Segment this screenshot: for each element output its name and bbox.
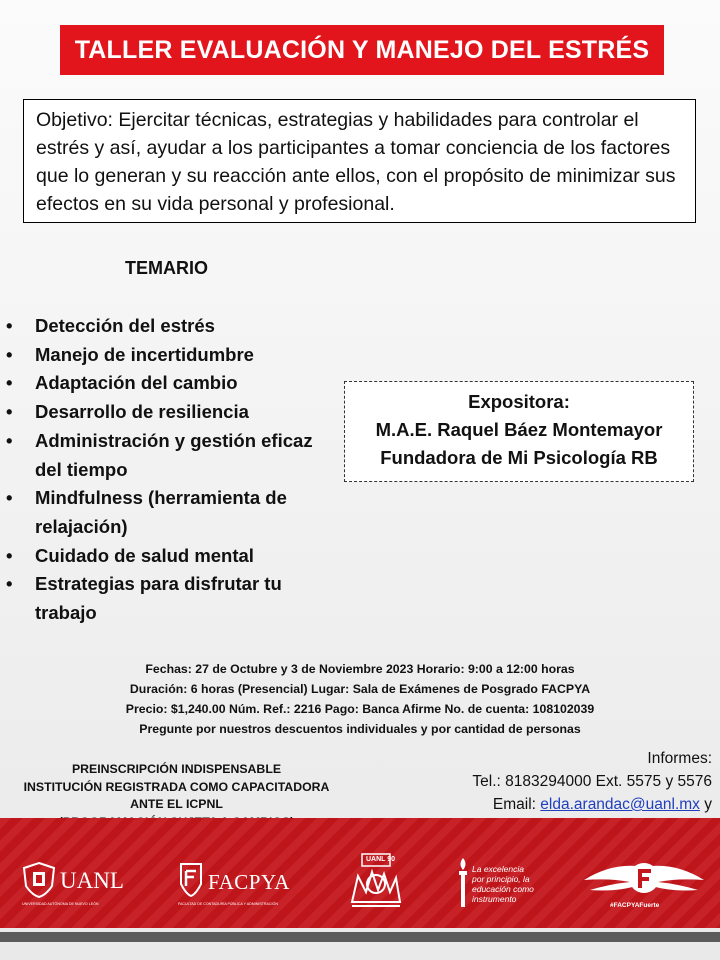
uanl-wordmark: UANL — [60, 868, 124, 893]
bullet-icon: • — [6, 487, 13, 509]
bottom-bar — [0, 932, 720, 942]
facpya-fuerte-hashtag: #FACPYAFuerte — [610, 902, 660, 909]
bullet-icon: • — [6, 573, 13, 595]
details-duration: Duración: 6 horas (Presencial) Lugar: Sala de Exámenes de Posgrado FACPYA — [129, 682, 591, 696]
uanl-shield-icon — [22, 862, 56, 898]
uanl-90-text: UANL 90 — [366, 856, 396, 863]
uanl-subtitle: UNIVERSIDAD AUTÓNOMA DE NUEVO LEÓN — [22, 902, 99, 906]
facpya-logo — [178, 862, 308, 912]
winged-f-icon — [580, 858, 708, 898]
list-item — [6, 570, 316, 627]
details-price: Precio: $1,240.00 Núm. Ref.: 2216 Pago: Banca Afirme No. de cuenta: 108102039 — [125, 702, 595, 716]
bullet-icon: • — [6, 343, 13, 365]
speaker-label: Expositora: — [468, 391, 570, 412]
list-item — [6, 312, 316, 341]
prereg-line: ANTE EL ICPNL — [130, 797, 223, 811]
temario-heading: TEMARIO — [125, 258, 208, 278]
email-connector: y — [699, 796, 712, 813]
speaker-box — [344, 381, 694, 482]
contact-label: Informes: — [647, 750, 712, 767]
excellence-slogan-logo — [456, 856, 556, 916]
uanl-logo — [22, 862, 132, 912]
contact-phone: Tel.: 8183294000 Ext. 5575 y 5576 — [472, 773, 712, 790]
speaker-role: Fundadora de Mi Psicología RB — [380, 447, 658, 468]
topic-label: Mindfulness (herramienta de relajación) — [35, 487, 287, 537]
footer-band — [0, 818, 720, 928]
topic-label: Estrategias para disfrutar tu trabajo — [35, 573, 282, 624]
uanl-90-logo — [348, 852, 404, 912]
topic-label: Manejo de incertidumbre — [35, 343, 254, 365]
objective-box: Objetivo: Ejercitar técnicas, estrategias y habilidades para controlar el estrés y así, ayudar a los participantes a tomar conciencia de los factores que lo generan y su reacción ante ellos, con el propósito de minimizar sus efectos en su vida personal y profesional. — [23, 99, 696, 223]
topic-label: Cuidado de salud mental — [35, 544, 254, 566]
prereg-line: INSTITUCIÓN REGISTRADA COMO CAPACITADORA — [23, 779, 330, 794]
topic-label: Adaptación del cambio — [35, 372, 238, 394]
facpya-fuerte-logo — [580, 858, 708, 918]
event-details — [80, 659, 640, 739]
details-discounts: Pregunte por nuestros descuentos individuales y por cantidad de personas — [139, 722, 581, 736]
email-label: Email: — [492, 796, 541, 813]
topic-label: Desarrollo de resiliencia — [35, 401, 249, 423]
prereg-line: PREINSCRIPCIÓN INDISPENSABLE — [71, 762, 282, 776]
topic-label: Administración y gestión eficaz del tiempo — [35, 429, 313, 480]
list-item — [6, 484, 316, 541]
facpya-subtitle: FACULTAD DE CONTADURÍA PÚBLICA Y ADMINISTRACIÓN — [178, 902, 278, 906]
email-link-elda[interactable]: elda.arandac@uanl.mx — [540, 796, 700, 813]
list-item — [6, 542, 316, 571]
page-title: TALLER EVALUACIÓN Y MANEJO DEL ESTRÉS — [60, 25, 664, 75]
contact-email-row — [412, 793, 712, 816]
details-dates: Fechas: 27 de Octubre y 3 de Noviembre 2023 Horario: 9:00 a 12:00 horas — [145, 662, 575, 676]
bullet-icon: • — [6, 372, 13, 394]
speaker-name: M.A.E. Raquel Báez Montemayor — [375, 419, 663, 440]
facpya-wordmark: FACPYA — [208, 870, 290, 894]
bullet-icon: • — [6, 315, 13, 336]
list-item — [6, 398, 316, 427]
bullet-icon: • — [6, 544, 13, 566]
bullet-icon: • — [6, 401, 13, 423]
topic-list — [6, 312, 316, 628]
facpya-shield-icon — [178, 862, 204, 898]
list-item — [6, 341, 316, 370]
excellence-slogan-text: La excelencia por principio, la educación como instrumento — [472, 864, 534, 904]
list-item — [6, 369, 316, 398]
torch-icon — [456, 856, 470, 910]
list-item — [6, 427, 316, 484]
bullet-icon: • — [6, 429, 13, 451]
topic-label: Detección del estrés — [35, 315, 215, 336]
